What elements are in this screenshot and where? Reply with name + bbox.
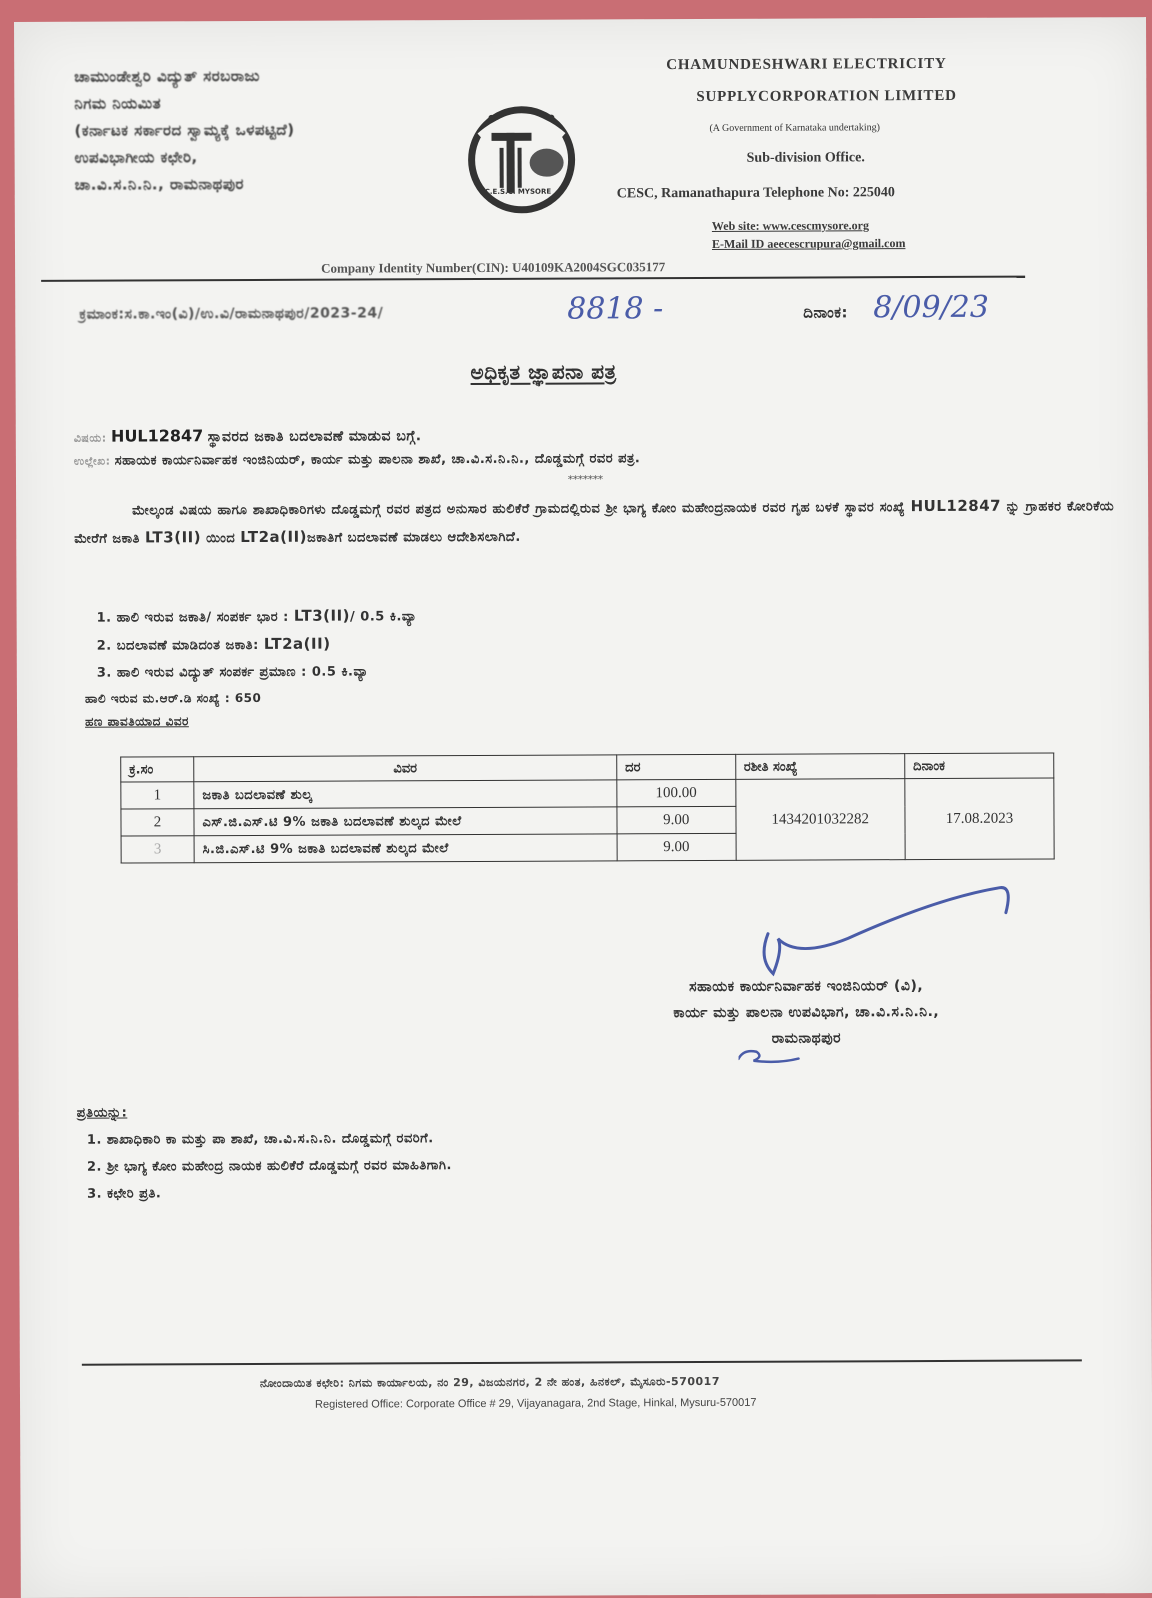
company-name-line1: CHAMUNDESHWARI ELECTRICITY (666, 55, 947, 74)
logo-caption: C.E.S.C. MYSORE (484, 187, 552, 196)
kannada-header-line2: ನಿಗಮ ನಿಯಮಿತ (74, 94, 162, 113)
company-govt-line: (A Government of Karnataka undertaking) (709, 122, 880, 134)
header-divider (41, 276, 1025, 282)
subject-text: ಸ್ಥಾವರದ ಜಕಾತಿ ಬದಲಾವಣೆ ಮಾಡುವ ಬಗ್ಗೆ. (207, 428, 422, 446)
footer-kannada: ನೋಂದಾಯಿತ ಕಛೇರಿ: ನಿಗಮ ಕಾರ್ಯಾಲಯ, ನಂ 29, ವಿಜಯನಗರ, 2 ನೇ ಹಂತ, ಹಿನಕಲ್, ಮೈಸೂರು-570017 (259, 1374, 720, 1390)
reference-number: 8818 - (567, 291, 664, 327)
item-label: 3. ಹಾಲಿ ಇರುವ ವಿದ್ಯುತ್ ಸಂಪರ್ಕ ಪ್ರಮಾಣ : (96, 664, 307, 681)
item-suffix: / 0.5 ಕಿ.ವ್ಯಾ (349, 609, 418, 625)
item-value: LT2a(II) (263, 634, 331, 653)
receipt-date: 17.08.2023 (905, 778, 1054, 860)
table-row (121, 778, 1054, 809)
body-part4: ಜಕಾತಿಗೆ ಬದಲಾವಣೆ ಮಾಡಲು ಆದೇಶಿಸಲಾಗಿದೆ. (306, 529, 521, 546)
memo-title: ಅಧಿಕೃತ ಜ್ಞಾಪನಾ ಪತ್ರ (470, 359, 617, 385)
item-label: 1. ಹಾಲಿ ಇರುವ ಜಕಾತಿ/ ಸಂಪರ್ಕ ಭಾರ : (96, 609, 289, 626)
signature-block (673, 973, 939, 1052)
kannada-header-line4: ಉಪವಿಭಾಗೀಯ ಕಛೇರಿ, (74, 148, 198, 167)
footer-divider (82, 1359, 1082, 1365)
website: Web site: www.cescmysore.org (711, 218, 870, 233)
fees-heading: ಹಣ ಪಾವತಿಯಾದ ವಿವರ (85, 714, 189, 729)
kannada-header-line3: (ಕರ್ನಾಟಕ ಸರ್ಕಾರದ ಸ್ವಾಮ್ಯಕ್ಕೆ ಒಳಪಟ್ಟಿದೆ) (74, 120, 295, 140)
row-rate: 100.00 (617, 779, 736, 807)
body-paragraph (74, 492, 1114, 553)
copies-block (77, 1098, 452, 1208)
date-label: ದಿನಾಂಕ: (803, 303, 849, 322)
row-rate: 9.00 (617, 806, 736, 834)
row-sl: 3 (121, 836, 194, 863)
reference-line-label: ಉಲ್ಲೇಖ: (73, 454, 111, 468)
item-suffix: 0.5 ಕಿ.ವ್ಯಾ (311, 664, 369, 680)
body-part1: ಮೇಲ್ಕಂಡ ವಿಷಯ ಹಾಗೂ ಶಾಖಾಧಿಕಾರಿಗಳು ದೊಡ್ಡಮಗ್ಗೆ ರವರ ಪತ್ರದ ಅನುಸಾರ ಹುಲಿಕೆರೆ ಗ್ರಾಮದಲ್ಲಿರುವ ಶ್ರೀ ಭಾಗ್ಯ ಕೋಂ ಮಹೇಂದ್ರನಾಯಕ ರವರ ಗೃಹ ಬಳಕೆ ಸ್ಥಾವರ ಸಂಖ್ಯೆ (132, 500, 906, 519)
subject-account: HUL12847 (110, 426, 204, 446)
body-part3: ಯಿಂದ (206, 531, 236, 547)
fees-table (120, 752, 1054, 863)
col-desc: ವಿವರ (194, 755, 617, 782)
company-cin: Company Identity Number(CIN): U40109KA2004SGC035177 (321, 259, 666, 276)
item-label: 2. ಬದಲಾವಣೆ ಮಾಡಿದಂತ ಜಕಾತಿ: (96, 637, 259, 654)
item-value: LT3(II) (293, 606, 351, 625)
row-sl: 1 (121, 782, 194, 809)
reference-line-text: ಸಹಾಯಕ ಕಾರ್ಯನಿರ್ವಾಹಕ ಇಂಜಿನಿಯರ್, ಕಾರ್ಯ ಮತ್ತು ಪಾಲನಾ ಶಾಖೆ, ಚಾ.ವಿ.ಸ.ನಿ.ನಿ., ದೊಡ್ಡಮಗ್ಗೆ ರವರ ಪತ್ರ. (114, 451, 641, 469)
body-part2: ನ್ನು ಗ್ರಾಹಕರ ಕೋರಿಕೆಯ ಮೇರೆಗೆ ಜಕಾತಿ (74, 499, 1115, 547)
office-telephone: CESC, Ramanathapura Telephone No: 225040 (616, 185, 895, 202)
footer-english: Registered Office: Corporate Office # 29, Vijayanagara, 2nd Stage, Hinkal, Mysuru-570017 (315, 1396, 757, 1411)
letter-page (14, 17, 1152, 1598)
row-rate: 9.00 (617, 833, 736, 861)
cesc-logo-icon (461, 98, 582, 219)
col-sl: ಕ್ರ.ಸಂ (121, 757, 194, 782)
receipt-number: 1434201032282 (735, 779, 905, 861)
body-account: HUL12847 (910, 496, 1002, 516)
copy-item: 1. ಶಾಖಾಧಿಕಾರಿ ಕಾ ಮತ್ತು ಪಾ ಶಾಖೆ, ಚಾ.ವಿ.ಸ.ನಿ.ನಿ. ದೊಡ್ಡಮಗ್ಗೆ ರವರಿಗೆ. (86, 1131, 434, 1148)
row-sl: 2 (121, 809, 194, 836)
tariff-item (97, 630, 418, 659)
signature-line3: ರಾಮನಾಥಪುರ (771, 1030, 842, 1047)
subject-line (74, 425, 422, 446)
copy-item: 3. ಕಛೇರಿ ಪ್ರತಿ. (87, 1186, 162, 1202)
subject-label: ವಿಷಯ: (73, 431, 107, 445)
date-value: 8/09/23 (873, 289, 989, 326)
kannada-header-line1: ಚಾಮುಂಡೇಶ್ವರಿ ವಿದ್ಯುತ್ ಸರಬರಾಜು (74, 66, 260, 86)
tariff-items (97, 602, 418, 686)
body-tariff-from: LT3(II) (144, 528, 202, 547)
copies-label: ಪ್ರತಿಯನ್ನು: (76, 1105, 128, 1121)
tariff-item (97, 658, 418, 686)
col-rate: ದರ (617, 754, 736, 780)
body-tariff-to: LT2a(II) (240, 527, 308, 547)
col-date: ದಿನಾಂಕ (905, 753, 1054, 779)
reference-line (74, 451, 641, 468)
signature-line2: ಕಾರ್ಯ ಮತ್ತು ಪಾಲನಾ ಉಪವಿಭಾಗ, ಚಾ.ವಿ.ಸ.ನಿ.ನಿ., (673, 1003, 940, 1022)
col-receipt: ರಶೀತಿ ಸಂಖ್ಯೆ (735, 754, 904, 780)
subdivision-office: Sub-division Office. (746, 150, 865, 166)
reference-label: ಕ್ರಮಾಂಕ:ಸ.ಕಾ.ಇಂ(ವಿ)/ಉ.ವಿ/ರಾಮನಾಥಪುರ/2023-24/ (79, 305, 384, 323)
company-name-line2: SUPPLYCORPORATION LIMITED (696, 87, 957, 106)
kannada-header-line5: ಚಾ.ವಿ.ಸ.ನಿ.ನಿ., ರಾಮನಾಥಪುರ (74, 174, 244, 194)
row-desc: ಎಸ್.ಜಿ.ಎಸ್.ಟಿ 9% ಜಕಾತಿ ಬದಲಾವಣೆ ಶುಲ್ಕದ ಮೇಲೆ (194, 807, 617, 836)
row-desc: ಜಕಾತಿ ಬದಲಾವಣೆ ಶುಲ್ಕ (194, 780, 617, 809)
tariff-item (97, 602, 418, 631)
row-desc: ಸಿ.ಜಿ.ಎಸ್.ಟಿ 9% ಜಕಾತಿ ಬದಲಾವಣೆ ಶುಲ್ಕದ ಮೇಲೆ (194, 834, 617, 863)
subject-separator: ******* (567, 474, 604, 486)
meter-reading: ಹಾಲಿ ಇರುವ ಮ.ಆರ್.ಡಿ ಸಂಖ್ಯೆ : 650 (84, 690, 262, 706)
signature-line1: ಸಹಾಯಕ ಕಾರ್ಯನಿರ್ವಾಹಕ ಇಂಜಿನಿಯರ್ (ವಿ), (689, 978, 924, 996)
email: E-Mail ID aeecescrupura@gmail.com (711, 236, 906, 251)
copy-item: 2. ಶ್ರೀ ಭಾಗ್ಯ ಕೋಂ ಮಹೇಂದ್ರ ನಾಯಕ ಹುಲಿಕೆರೆ ದೊಡ್ಡಮಗ್ಗೆ ರವರ ಮಾಹಿತಿಗಾಗಿ. (86, 1158, 452, 1175)
kannada-header (74, 63, 295, 199)
